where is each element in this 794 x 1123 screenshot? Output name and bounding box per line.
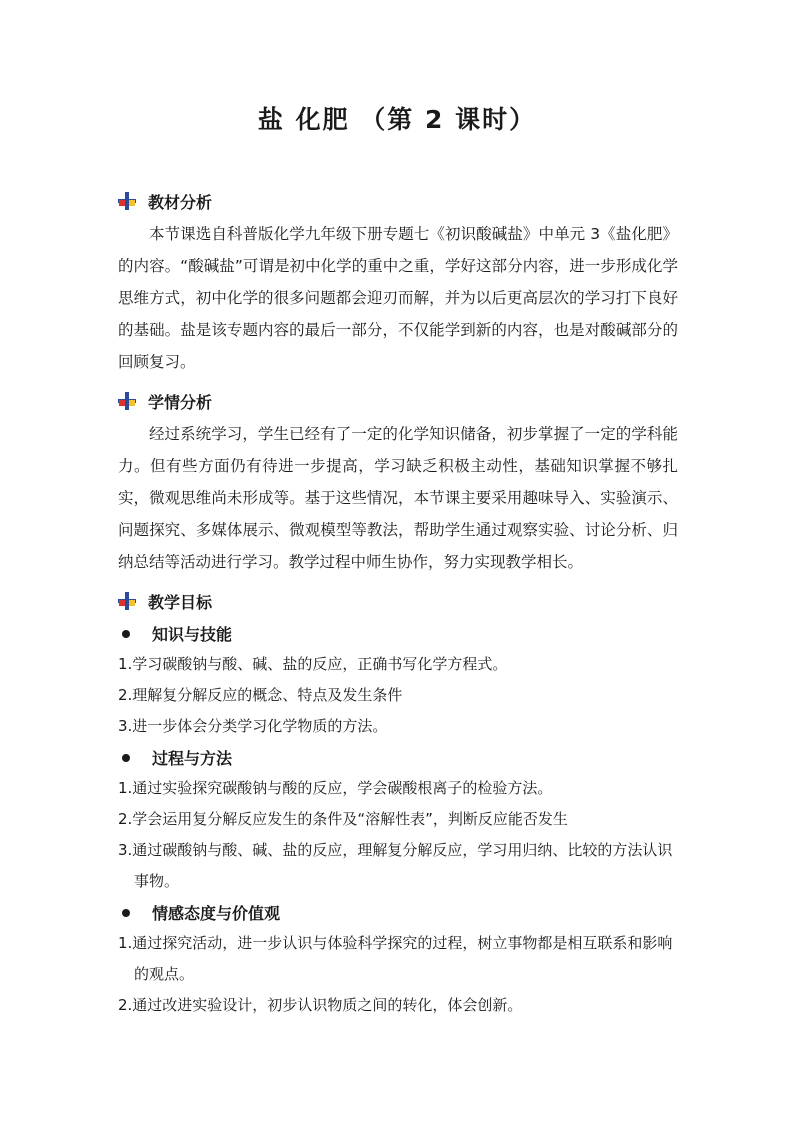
- cross-bullet-icon: [118, 592, 136, 610]
- list-item: 3.通过碳酸钠与酸、碱、盐的反应，理解复分解反应，学习用归纳、比较的方法认识事物。: [118, 841, 673, 890]
- sub-heading-label: 过程与方法: [152, 749, 233, 768]
- page-title: 盐 化肥 （第 2 课时）: [257, 105, 537, 134]
- bullet-dot-icon: [122, 909, 130, 917]
- list-item: 2.学会运用复分解反应发生的条件及“溶解性表”，判断反应能否发生: [118, 810, 568, 828]
- section-heading-label: 教学目标: [148, 592, 213, 612]
- section-heading-material: [118, 184, 678, 218]
- students-paragraph: 经过系统学习，学生已经有了一定的化学知识储备，初步掌握了一定的学科能力。但有些方面仍有待进一步提高，学习缺乏积极主动性，基础知识掌握不够扎实，微观思维尚未形成等。基于这些情况，本节课主要采用趣味导入、实验演示、问题探究、多媒体展示、微观模型等教法，帮助学生通过观察实验、讨论分析、归纳总结等活动进行学习。教学过程中师生协作，努力实现教学相长。: [118, 425, 678, 571]
- section-heading-label: 教材分析: [148, 192, 213, 212]
- section-heading-students: [118, 384, 678, 418]
- list-item: 1.通过探究活动，进一步认识与体验科学探究的过程，树立事物都是相互联系和影响的观点。: [118, 934, 673, 983]
- document-body: [118, 184, 678, 1021]
- section-heading-label: 学情分析: [148, 392, 213, 412]
- list-item: 2.理解复分解反应的概念、特点及发生条件: [118, 686, 403, 704]
- sub-heading-label: 情感态度与价值观: [152, 904, 281, 923]
- section-heading-goals: [118, 584, 678, 618]
- sub-heading-label: 知识与技能: [152, 625, 233, 644]
- list-item: 1.通过实验探究碳酸钠与酸的反应，学会碳酸根离子的检验方法。: [118, 779, 553, 797]
- sub-heading-knowledge: [118, 618, 678, 649]
- list-item: 2.通过改进实验设计，初步认识物质之间的转化，体会创新。: [118, 996, 523, 1014]
- list-item: 1.学习碳酸钠与酸、碱、盐的反应，正确书写化学方程式。: [118, 655, 508, 673]
- cross-bullet-icon: [118, 192, 136, 210]
- bullet-dot-icon: [122, 630, 130, 638]
- bullet-dot-icon: [122, 754, 130, 762]
- cross-bullet-icon: [118, 392, 136, 410]
- list-item: 3.进一步体会分类学习化学物质的方法。: [118, 717, 388, 735]
- material-paragraph: 本节课选自科普版化学九年级下册专题七《初识酸碱盐》中单元 3《盐化肥》的内容。“酸碱盐”可谓是初中化学的重中之重，学好这部分内容，进一步形成化学思维方式，初中化学的很多问题都会迎刃而解，并为以后更高层次的学习打下良好的基础。盐是该专题内容的最后一部分，不仅能学到新的内容，也是对酸碱部分的回顾复习。: [118, 225, 678, 371]
- sub-heading-process: [118, 742, 678, 773]
- sub-heading-attitude: [118, 897, 678, 928]
